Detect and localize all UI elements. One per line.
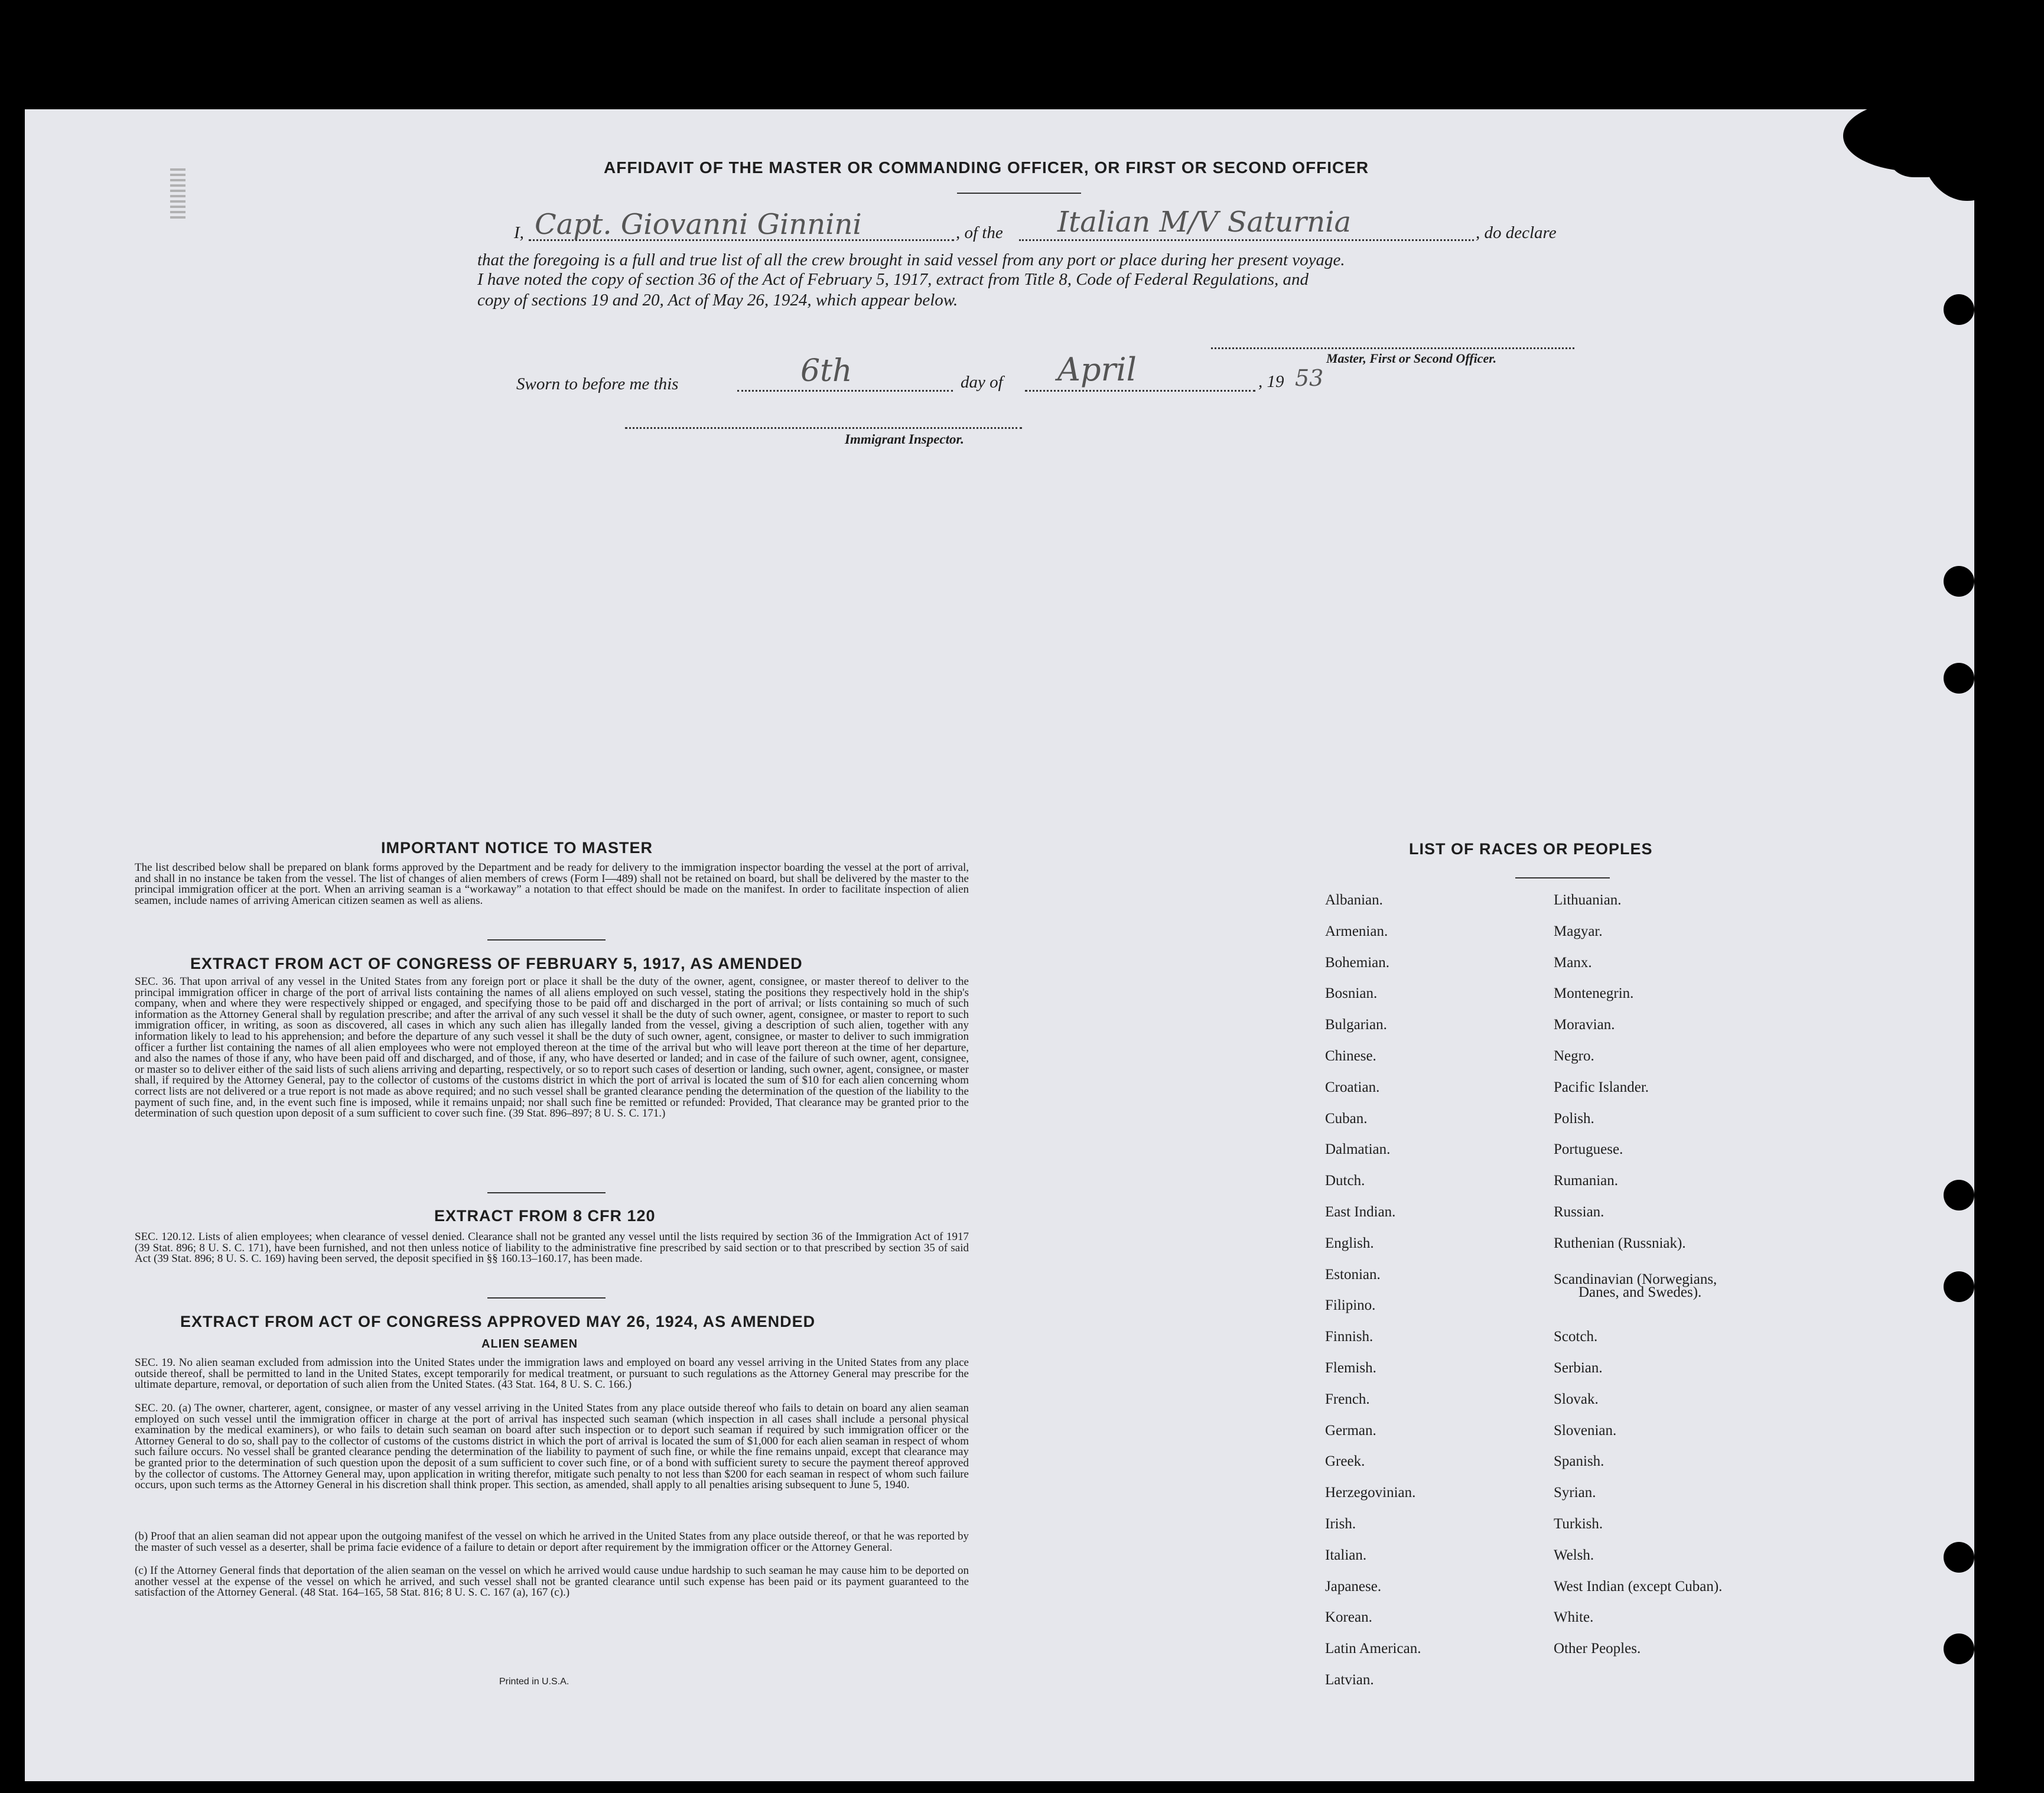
printed-in-usa: Printed in U.S.A. [499,1677,569,1687]
extract-1924-title: EXTRACT FROM ACT OF CONGRESS APPROVED MAY 26, 1924, AS AMENDED [180,1313,816,1330]
extract-1924-sec20a: SEC. 20. (a) The owner, charterer, agent, consignee, or master of any vessel arriving in the United States from any place outside thereof who fails to detain on board any alien seaman employed on such vessel until the immigration officer in charge at the port of arrival has inspected such seaman (which inspection in all cases shall include a personal physical examination by the medical examiners), or who fails to detain such seaman on board after such inspection or to deport such seaman if required by such immigration officer or the Attorney General to do so, shall pay to the collector of customs of the customs district in which the port of arrival is located the sum of $1,000 for each alien seaman in respect of whom such failure occurs. No vessel shall be granted clearance pending the determination of the liability to payment of such fine, or while the fine remains unpaid, except that clearance may be granted prior to the determination of such question upon the deposit of a sum sufficient to cover such fine, or of a bond with sufficient surety to secure the payment thereof approved by the collector of customs. The Attorney General may, upon application in writing therefor, mitigate such penalty to not less than $200 for each seaman in respect of whom such failure occurs, upon such terms as the Attorney General in his discretion shall think proper. This section, as amended, shall apply to all penalties arising subsequent to June 5, 1940. [135,1402,969,1492]
day-of-text: day of [961,373,1003,392]
race-item: Syrian. [1554,1485,1596,1501]
extract-1917-body: SEC. 36. That upon arrival of any vessel in the United States from any foreign port or place it shall be the duty of the owner, agent, consignee, or master thereof to deliver to the principal immigration officer in charge of the port of arrival lists containing the names of all aliens employed on such vessel, stating the positions they respectively hold in the ship's company, when and where they were respectively shipped or engaged, and specifying those to be paid off and discharged in the port of arrival; or lists containing so much of such information as the Attorney General shall by regulation prescribe; and after the arrival of any such vessel it shall be the duty of such owner, agent, consignee, or master to report to such immigration officer, in writing, as soon as discovered, all cases in which any such alien has illegally landed from the vessel, giving a description of such alien, together with any information likely to lead to his apprehension; and before the departure of any such vessel it shall be the duty of such owner, agent, consignee, or master to deliver to such immigration officer a further list containing the names of all alien employees who were not employed thereon at the time of the arrival but who will leave port thereon at the time of her departure, and also the names of those if any, who have been paid off and discharged, and of those, if any, who have deserted or landed; and in case of the failure of such owner, agent, consignee, or master so to deliver either of the said lists of such aliens arriving and departing, respectively, or so to report such cases of desertion or landing, such owner, agent, consignee, or master shall, if required by the Attorney General, pay to the collector of customs of the customs district in which the port of arrival is located the sum of $10 for each alien concerning whom correct lists are not delivered or a true report is not made as above required; and no such vessel shall be granted clearance pending the determination of the question of the liability to the payment of such fine, and, in the event such fine is imposed, while it remains unpaid; nor shall such fine be remitted or refunded: Provided, That clearance may be granted prior to the determination of such question upon deposit of a sum sufficient to cover such fine. (39 Stat. 896–897; 8 U. S. C. 171.) [135,975,969,1120]
punch-hole [1944,566,1974,597]
declaration-line-3: I have noted the copy of section 36 of the Act of February 5, 1917, extract from Title 8, Code of Federal Regulations, and [477,270,1309,289]
extract-1917-title: EXTRACT FROM ACT OF CONGRESS OF FEBRUARY 5, 1917, AS AMENDED [190,955,803,972]
declaration-i: I, [514,223,524,242]
race-item: Scandinavian (Norwegians, [1554,1271,1717,1287]
race-item: English. [1325,1235,1374,1251]
race-item: Turkish. [1554,1516,1603,1532]
master-signature-caption: Master, First or Second Officer. [1326,351,1497,366]
race-item: Welsh. [1554,1547,1594,1563]
race-item: Irish. [1325,1516,1356,1532]
race-item: Manx. [1554,955,1592,971]
race-item: Magyar. [1554,923,1603,939]
extract-cfr-body: SEC. 120.12. Lists of alien employees; when clearance of vessel denied. Clearance shall not be granted any vessel until the lists required by section 36 of the Immigration Act of 1917 (39 Stat. 896; 8 U. S. C. 171), have been furnished, and not then unless notice of liability to the administrative fine prescribed by said section or to that prescribed by section 35 of said Act (39 Stat. 896; 8 U. S. C. 169) having been served, the deposit specified in §§ 160.13–160.17, has been made. [135,1231,969,1265]
race-item: Italian. [1325,1547,1367,1563]
race-item: Negro. [1554,1048,1594,1064]
punch-hole [1944,294,1974,325]
race-item: Bohemian. [1325,955,1390,971]
race-item: Bosnian. [1325,985,1378,1001]
race-item: Herzegovinian. [1325,1485,1416,1501]
race-item: Chinese. [1325,1048,1376,1064]
year-prefix: , 19 [1258,372,1284,391]
extract-1924-sec19: SEC. 19. No alien seaman excluded from admission into the United States under the immigration laws and employed on board any vessel arriving in the United States from any place outside thereof, shall be permitted to land in the United States, except temporarily for medical treatment, or pursuant to such regulations as the Attorney General may prescribe for the ultimate departure, removal, or deportation of such alien from the United States. (43 Stat. 164, 8 U. S. C. 166.) [135,1356,969,1391]
race-item: Estonian. [1325,1267,1381,1283]
race-item: German. [1325,1423,1376,1439]
race-item: Croatian. [1325,1079,1380,1095]
race-item: Serbian. [1554,1360,1603,1376]
race-item: Korean. [1325,1609,1372,1625]
race-item: Flemish. [1325,1360,1376,1376]
race-item: Latvian. [1325,1672,1374,1688]
race-item: White. [1554,1609,1594,1625]
race-item: Slovenian. [1554,1423,1617,1439]
title-rule [957,193,1081,194]
race-item: Spanish. [1554,1453,1604,1469]
race-item: Other Peoples. [1554,1641,1641,1657]
race-item: Bulgarian. [1325,1017,1387,1033]
master-signature-line [1211,347,1574,349]
race-item: Latin American. [1325,1641,1421,1657]
affidavit-title: AFFIDAVIT OF THE MASTER OR COMMANDING OFFICER, OR FIRST OR SECOND OFFICER [604,158,1369,177]
inspector-signature-line [625,427,1022,429]
extract-1924-sec20b: (b) Proof that an alien seaman did not appear upon the outgoing manifest of the vessel on which he arrived in the United States from any place outside thereof, or that he was reported by the master of such vessel as a deserter, shall be prima facie evidence of a failure to detain or deport after requirement by the immigration officer or the Attorney General. [135,1530,969,1554]
master-name-handwritten: Capt. Giovanni Ginnini [535,208,862,241]
year-handwritten: 53 [1295,365,1324,391]
race-item: Slovak. [1554,1391,1599,1407]
race-item: Dutch. [1325,1173,1365,1189]
do-declare-text: , do declare [1476,223,1557,242]
race-item: Armenian. [1325,923,1388,939]
race-item: French. [1325,1391,1370,1407]
punch-hole [1944,1542,1974,1573]
punch-hole [1944,1180,1974,1210]
race-item: Finnish. [1325,1329,1373,1345]
notice-title: IMPORTANT NOTICE TO MASTER [381,839,653,857]
extract-cfr-title: EXTRACT FROM 8 CFR 120 [434,1207,656,1225]
race-item: Lithuanian. [1554,892,1622,908]
race-item: Polish. [1554,1111,1594,1127]
notice-rule [487,939,606,941]
extract-1924-subtitle: ALIEN SEAMEN [481,1338,578,1351]
extract-1917-rule [487,1192,606,1193]
race-item: Rumanian. [1554,1173,1619,1189]
declaration-line-2: that the foregoing is a full and true list of all the crew brought in said vessel from any port or place during her present voyage. [477,250,1345,269]
punch-hole [1944,663,1974,694]
race-item: Filipino. [1325,1297,1376,1313]
race-item: Danes, and Swedes). [1578,1284,1702,1300]
extract-cfr-rule [487,1297,606,1299]
notice-body: The list described below shall be prepared on blank forms approved by the Department and be ready for delivery to the immigration inspector boarding the vessel at the port of arrival, and shall in no instance be taken from the vessel. The list of changes of alien members of crews (Form I—489) shall not be retained on board, but shall be delivered by the master to the principal immigration officer at the port. When an arriving seaman is a “workaway” a notation to that effect should be made on the manifest. In order to facilitate inspection of alien seamen, include names of arriving American citizen seamen as well as aliens. [135,861,969,907]
punch-hole [1944,1271,1974,1302]
race-item: West Indian (except Cuban). [1554,1579,1723,1594]
races-rule [1515,877,1610,878]
sworn-day-handwritten: 6th [800,353,852,389]
sworn-month-handwritten: April [1057,351,1137,388]
race-item: Montenegrin. [1554,985,1634,1001]
sworn-day-line [737,390,953,392]
edge-stamp-mark [170,165,185,219]
race-item: Portuguese. [1554,1141,1623,1157]
races-title: LIST OF RACES OR PEOPLES [1409,840,1653,858]
race-item: Dalmatian. [1325,1141,1391,1157]
race-item: East Indian. [1325,1204,1396,1220]
vessel-name-line [1019,239,1474,241]
extract-1924-sec20c: (c) If the Attorney General finds that deportation of the alien seaman on the vessel on which he arrived would cause undue hardship to such seaman he may cause him to be deported on another vessel at the expense of the vessel on which he arrived, and such vessel shall not be granted clearance until such expense has been paid or its payment guaranteed to the satisfaction of the Attorney General. (48 Stat. 164–165, 58 Stat. 816; 8 U. S. C. 167 (a), 167 (c).) [135,1564,969,1599]
declaration-line-4: copy of sections 19 and 20, Act of May 26, 1924, which appear below. [477,291,958,310]
torn-corner [1890,136,1949,177]
race-item: Ruthenian (Russniak). [1554,1235,1686,1251]
race-item: Pacific Islander. [1554,1079,1649,1095]
race-item: Moravian. [1554,1017,1615,1033]
race-item: Greek. [1325,1453,1365,1469]
of-the-text: , of the [956,223,1003,242]
sworn-text: Sworn to before me this [516,375,679,393]
race-item: Albanian. [1325,892,1383,908]
race-item: Cuban. [1325,1111,1368,1127]
punch-hole [1944,1633,1974,1664]
race-item: Russian. [1554,1204,1604,1220]
sworn-month-line [1025,390,1255,392]
vessel-name-handwritten: Italian M/V Saturnia [1057,206,1352,239]
race-item: Japanese. [1325,1579,1382,1594]
inspector-caption: Immigrant Inspector. [845,432,964,447]
race-item: Scotch. [1554,1329,1598,1345]
